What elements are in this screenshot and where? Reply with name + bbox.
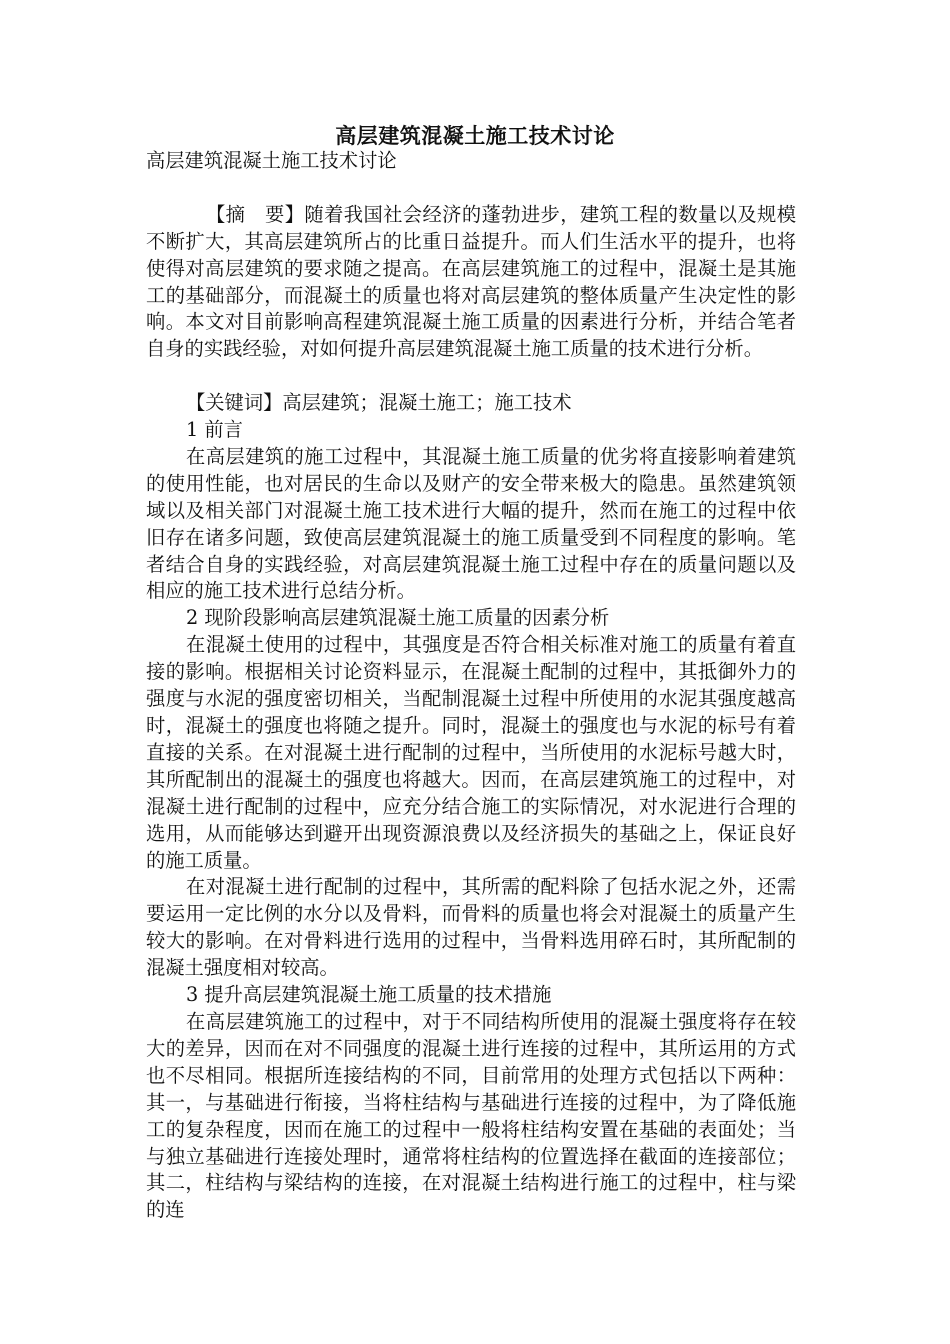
section-3-paragraph-1: 在高层建筑施工的过程中，对于不同结构所使用的混凝土强度将存在较大的差异，因而在对不同强度的混凝土进行连接的过程中，其所运用的方式也不尽相同。根据所连接结构的不同，目前常用的处理方式包括以下两种：其一，与基础进行衔接，当将柱结构与基础进行连接的过程中，为了降低施工的复杂程度，因而在施工的过程中一般将柱结构安置在基础的表面处；当与独立基础进行连接处理时，通常将柱结构的位置选择在截面的连接部位；其二，柱结构与梁结构的连接，在对混凝土结构进行施工的过程中，柱与梁的连: [146, 1009, 796, 1222]
section-2-heading: 2 现阶段影响高层建筑混凝土施工质量的因素分析: [186, 606, 610, 630]
document-body: [146, 148, 796, 1224]
abstract-paragraph: 【摘 要】随着我国社会经济的蓬勃进步，建筑工程的数量以及规模不断扩大，其高层建筑所占的比重日益提升。而人们生活水平的提升，也将使得对高层建筑的要求随之提高。在高层建筑施工的过程中，混凝土是其施工的基础部分，而混凝土的质量也将对高层建筑的整体质量产生决定性的影响。本文对目前影响高程建筑混凝土施工质量的因素进行分析，并结合笔者自身的实践经验，对如何提升高层建筑混凝土施工质量的技术进行分析。: [146, 202, 796, 361]
keywords-line: 【关键词】高层建筑；混凝土施工；施工技术: [186, 391, 572, 415]
section-2-paragraph-1: 在混凝土使用的过程中，其强度是否符合相关标准对施工的质量有着直接的影响。根据相关讨论资料显示，在混凝土配制的过程中，其抵御外力的强度与水泥的强度密切相关，当配制混凝土过程中所使用的水泥其强度越高时，混凝土的强度也将随之提升。同时，混凝土的强度也与水泥的标号有着直接的关系。在对混凝土进行配制的过程中，当所使用的水泥标号越大时，其所配制出的混凝土的强度也将越大。因而，在高层建筑施工的过程中，对混凝土进行配制的过程中，应充分结合施工的实际情况，对水泥进行合理的选用，从而能够达到避开出现资源浪费以及经济损失的基础之上，保证良好的施工质量。: [146, 633, 796, 872]
document-title: 高层建筑混凝土施工技术讨论: [335, 123, 615, 148]
section-3-heading: 3 提升高层建筑混凝土施工质量的技术措施: [186, 983, 552, 1007]
section-2-paragraph-2: 在对混凝土进行配制的过程中，其所需的配料除了包括水泥之外，还需要运用一定比例的水分以及骨料，而骨料的质量也将会对混凝土的质量产生较大的影响。在对骨料进行选用的过程中，当骨料选用碎石时，其所配制的混凝土强度相对较高。: [146, 875, 796, 980]
document-subtitle: 高层建筑混凝土施工技术讨论: [146, 149, 397, 172]
section-1-paragraph: 在高层建筑的施工过程中，其混凝土施工质量的优劣将直接影响着建筑的使用性能，也对居民的生命以及财产的安全带来极大的隐患。虽然建筑领域以及相关部门对混凝土施工技术进行大幅的提升，然而在施工的过程中依旧存在诸多问题，致使高层建筑混凝土的施工质量受到不同程度的影响。笔者结合自身的实践经验，对高层建筑混凝土施工过程中存在的质量问题以及相应的施工技术进行总结分析。: [146, 444, 796, 603]
section-1-heading: 1 前言: [186, 418, 243, 442]
